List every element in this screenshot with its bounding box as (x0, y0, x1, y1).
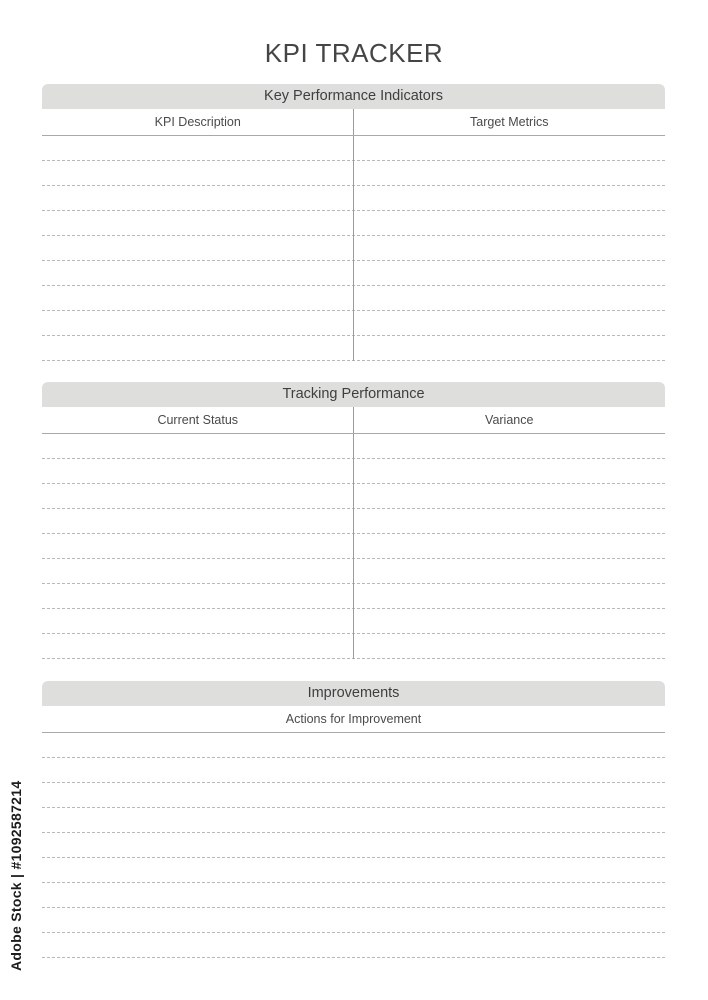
page-title: KPI TRACKER (264, 38, 444, 68)
variance-header: Variance (485, 413, 534, 427)
target-metrics-header: Target Metrics (470, 115, 549, 129)
tracking-section (42, 382, 665, 659)
improvement-row[interactable] (42, 758, 665, 783)
kpi-section-heading: Key Performance Indicators (42, 84, 665, 109)
improvements-section-heading: Improvements (42, 681, 665, 706)
kpi-rows (42, 136, 665, 361)
improvement-rows (42, 733, 665, 958)
kpi-section (42, 84, 665, 361)
column-divider (353, 434, 354, 659)
improvement-row[interactable] (42, 883, 665, 908)
improvement-row[interactable] (42, 933, 665, 958)
improvements-column-headers (42, 706, 665, 733)
column-divider-header (353, 407, 354, 433)
stock-watermark: Adobe Stock | #1092587214 (8, 780, 24, 972)
current-status-header: Current Status (157, 413, 239, 427)
improvements-section (42, 681, 665, 958)
actions-header: Actions for Improvement (285, 712, 422, 726)
improvement-row[interactable] (42, 908, 665, 933)
improvement-row[interactable] (42, 808, 665, 833)
improvement-row[interactable] (42, 858, 665, 883)
tracking-rows (42, 434, 665, 659)
column-divider-header (353, 109, 354, 135)
kpi-description-header: KPI Description (154, 115, 241, 129)
tracking-section-heading: Tracking Performance (42, 382, 665, 407)
column-divider (353, 136, 354, 361)
improvement-row[interactable] (42, 783, 665, 808)
improvement-row[interactable] (42, 833, 665, 858)
improvement-row[interactable] (42, 733, 665, 758)
